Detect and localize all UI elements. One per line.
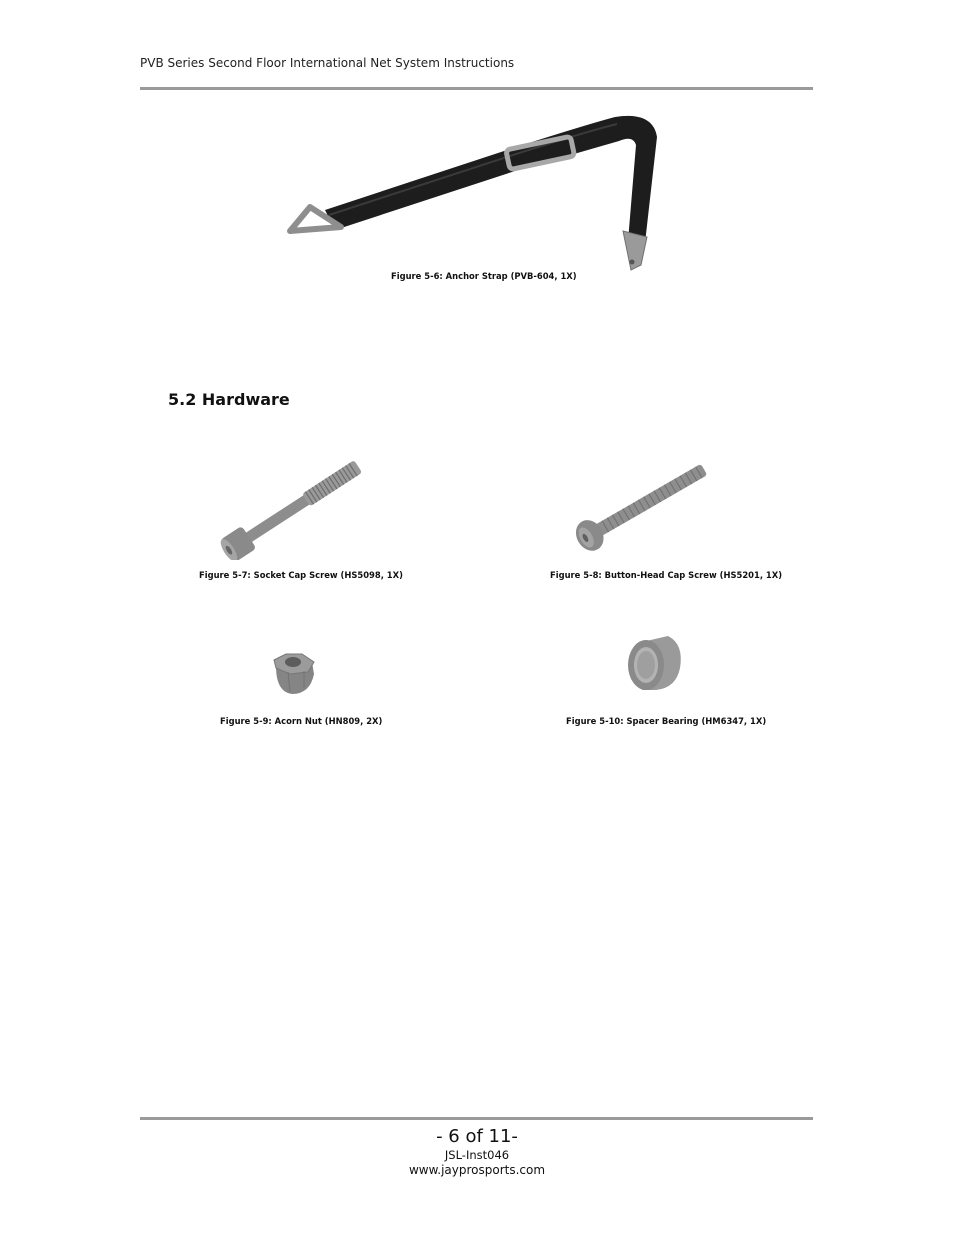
- anchor-strap-image: [285, 105, 670, 275]
- button-head-screw-caption: Figure 5-8: Button-Head Cap Screw (HS5201, 1X): [550, 570, 783, 580]
- socket-cap-screw-caption: Figure 5-7: Socket Cap Screw (HS5098, 1X): [199, 570, 403, 580]
- footer-divider: [140, 1117, 813, 1120]
- website-url: www.jayprosports.com: [408, 1163, 546, 1177]
- acorn-nut-image: [268, 650, 328, 698]
- header-divider: [140, 87, 813, 90]
- acorn-nut-caption: Figure 5-9: Acorn Nut (HN809, 2X): [220, 716, 383, 726]
- button-head-screw-image: [560, 455, 715, 560]
- spacer-bearing-caption: Figure 5-10: Spacer Bearing (HM6347, 1X): [566, 716, 767, 726]
- section-title: 5.2 Hardware: [168, 390, 290, 409]
- page-header-title: PVB Series Second Floor International Net System Instructions: [140, 56, 515, 70]
- document-id: JSL-Inst046: [444, 1148, 510, 1162]
- spacer-bearing-image: [622, 630, 684, 694]
- socket-cap-screw-image: [208, 448, 383, 560]
- page-number: - 6 of 11-: [436, 1126, 518, 1147]
- anchor-strap-caption: Figure 5-6: Anchor Strap (PVB-604, 1X): [391, 271, 577, 281]
